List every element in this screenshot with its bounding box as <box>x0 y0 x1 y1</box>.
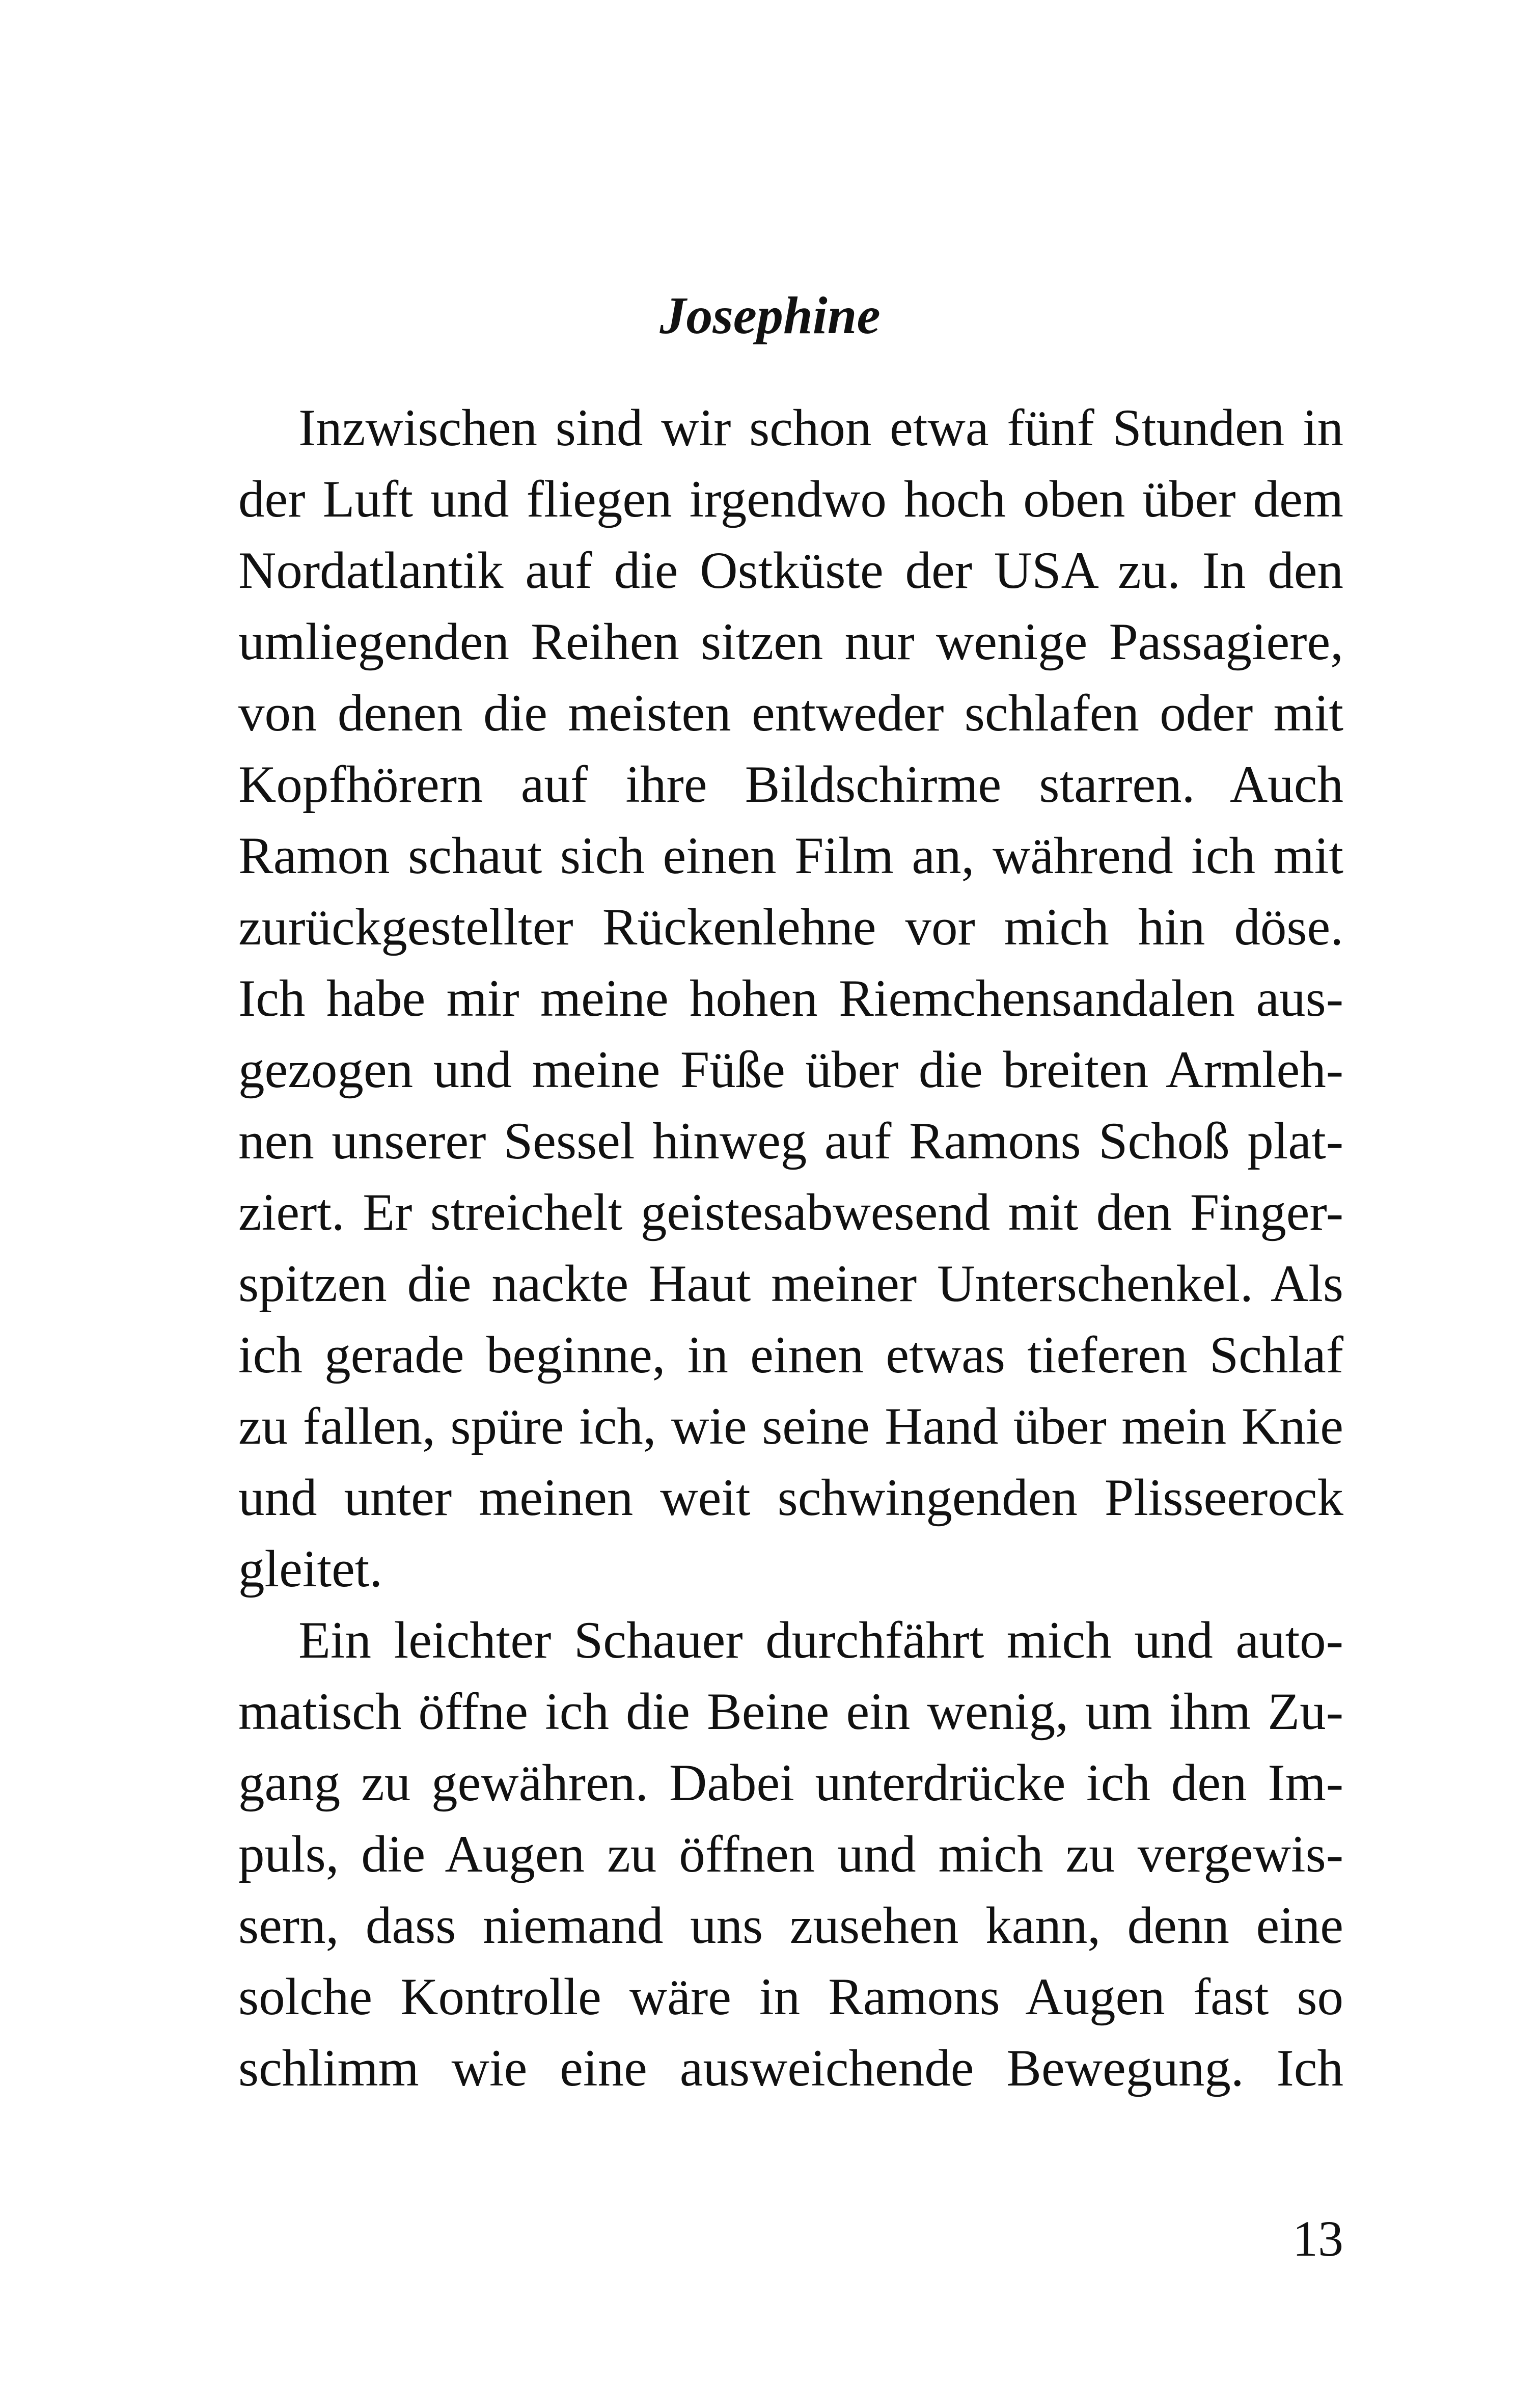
text-line: Ramon schaut sich einen Film an, während ich mit <box>238 827 1343 885</box>
text-line: matisch öffne ich die Beine ein wenig, um ihm Zu- <box>238 1683 1343 1741</box>
text-line: gezogen und meine Füße über die breiten Armleh- <box>238 1041 1343 1099</box>
text-line: spitzen die nackte Haut meiner Unterschenkel. Als <box>238 1255 1343 1313</box>
chapter-title: Josephine <box>659 286 881 345</box>
text-line: schlimm wie eine ausweichende Bewegung. Ich <box>238 2039 1343 2097</box>
text-line: puls, die Augen zu öffnen und mich zu vergewis- <box>238 1825 1343 1883</box>
text-line: Kopfhörern auf ihre Bildschirme starren. Auch <box>238 755 1343 814</box>
body-text <box>238 392 1343 2104</box>
text-line: der Luft und fliegen irgendwo hoch oben über dem <box>238 470 1343 528</box>
text-line: von denen die meisten entweder schlafen oder mit <box>238 684 1343 742</box>
text-line: Inzwischen sind wir schon etwa fünf Stunden in <box>298 399 1343 457</box>
text-line: Ein leichter Schauer durchfährt mich und auto- <box>298 1611 1343 1669</box>
text-line: solche Kontrolle wäre in Ramons Augen fast so <box>238 1968 1343 2026</box>
text-line: und unter meinen weit schwingenden Plisseerock <box>238 1469 1343 1527</box>
paragraph-2 <box>238 1605 1343 2104</box>
text-line: gleitet. <box>238 1540 383 1598</box>
text-line: zurückgestellter Rückenlehne vor mich hin döse. <box>238 898 1343 956</box>
text-line: zu fallen, spüre ich, wie seine Hand über mein Knie <box>238 1397 1343 1455</box>
text-line: Ich habe mir meine hohen Riemchensandalen aus- <box>238 969 1343 1027</box>
paragraph-1 <box>238 392 1343 1605</box>
text-line: gang zu gewähren. Dabei unterdrücke ich den Im- <box>238 1754 1343 1812</box>
text-line: ich gerade beginne, in einen etwas tieferen Schlaf <box>238 1326 1343 1384</box>
text-line: ziert. Er streichelt geistesabwesend mit den Finger- <box>238 1183 1343 1241</box>
page-number: 13 <box>1292 2210 1343 2267</box>
text-line: sern, dass niemand uns zusehen kann, denn eine <box>238 1897 1343 1955</box>
text-line: umliegenden Reihen sitzen nur wenige Passagiere, <box>238 613 1343 671</box>
text-line: Nordatlantik auf die Ostküste der USA zu. In den <box>238 541 1343 600</box>
text-line: nen unserer Sessel hinweg auf Ramons Schoß plat- <box>238 1112 1343 1170</box>
